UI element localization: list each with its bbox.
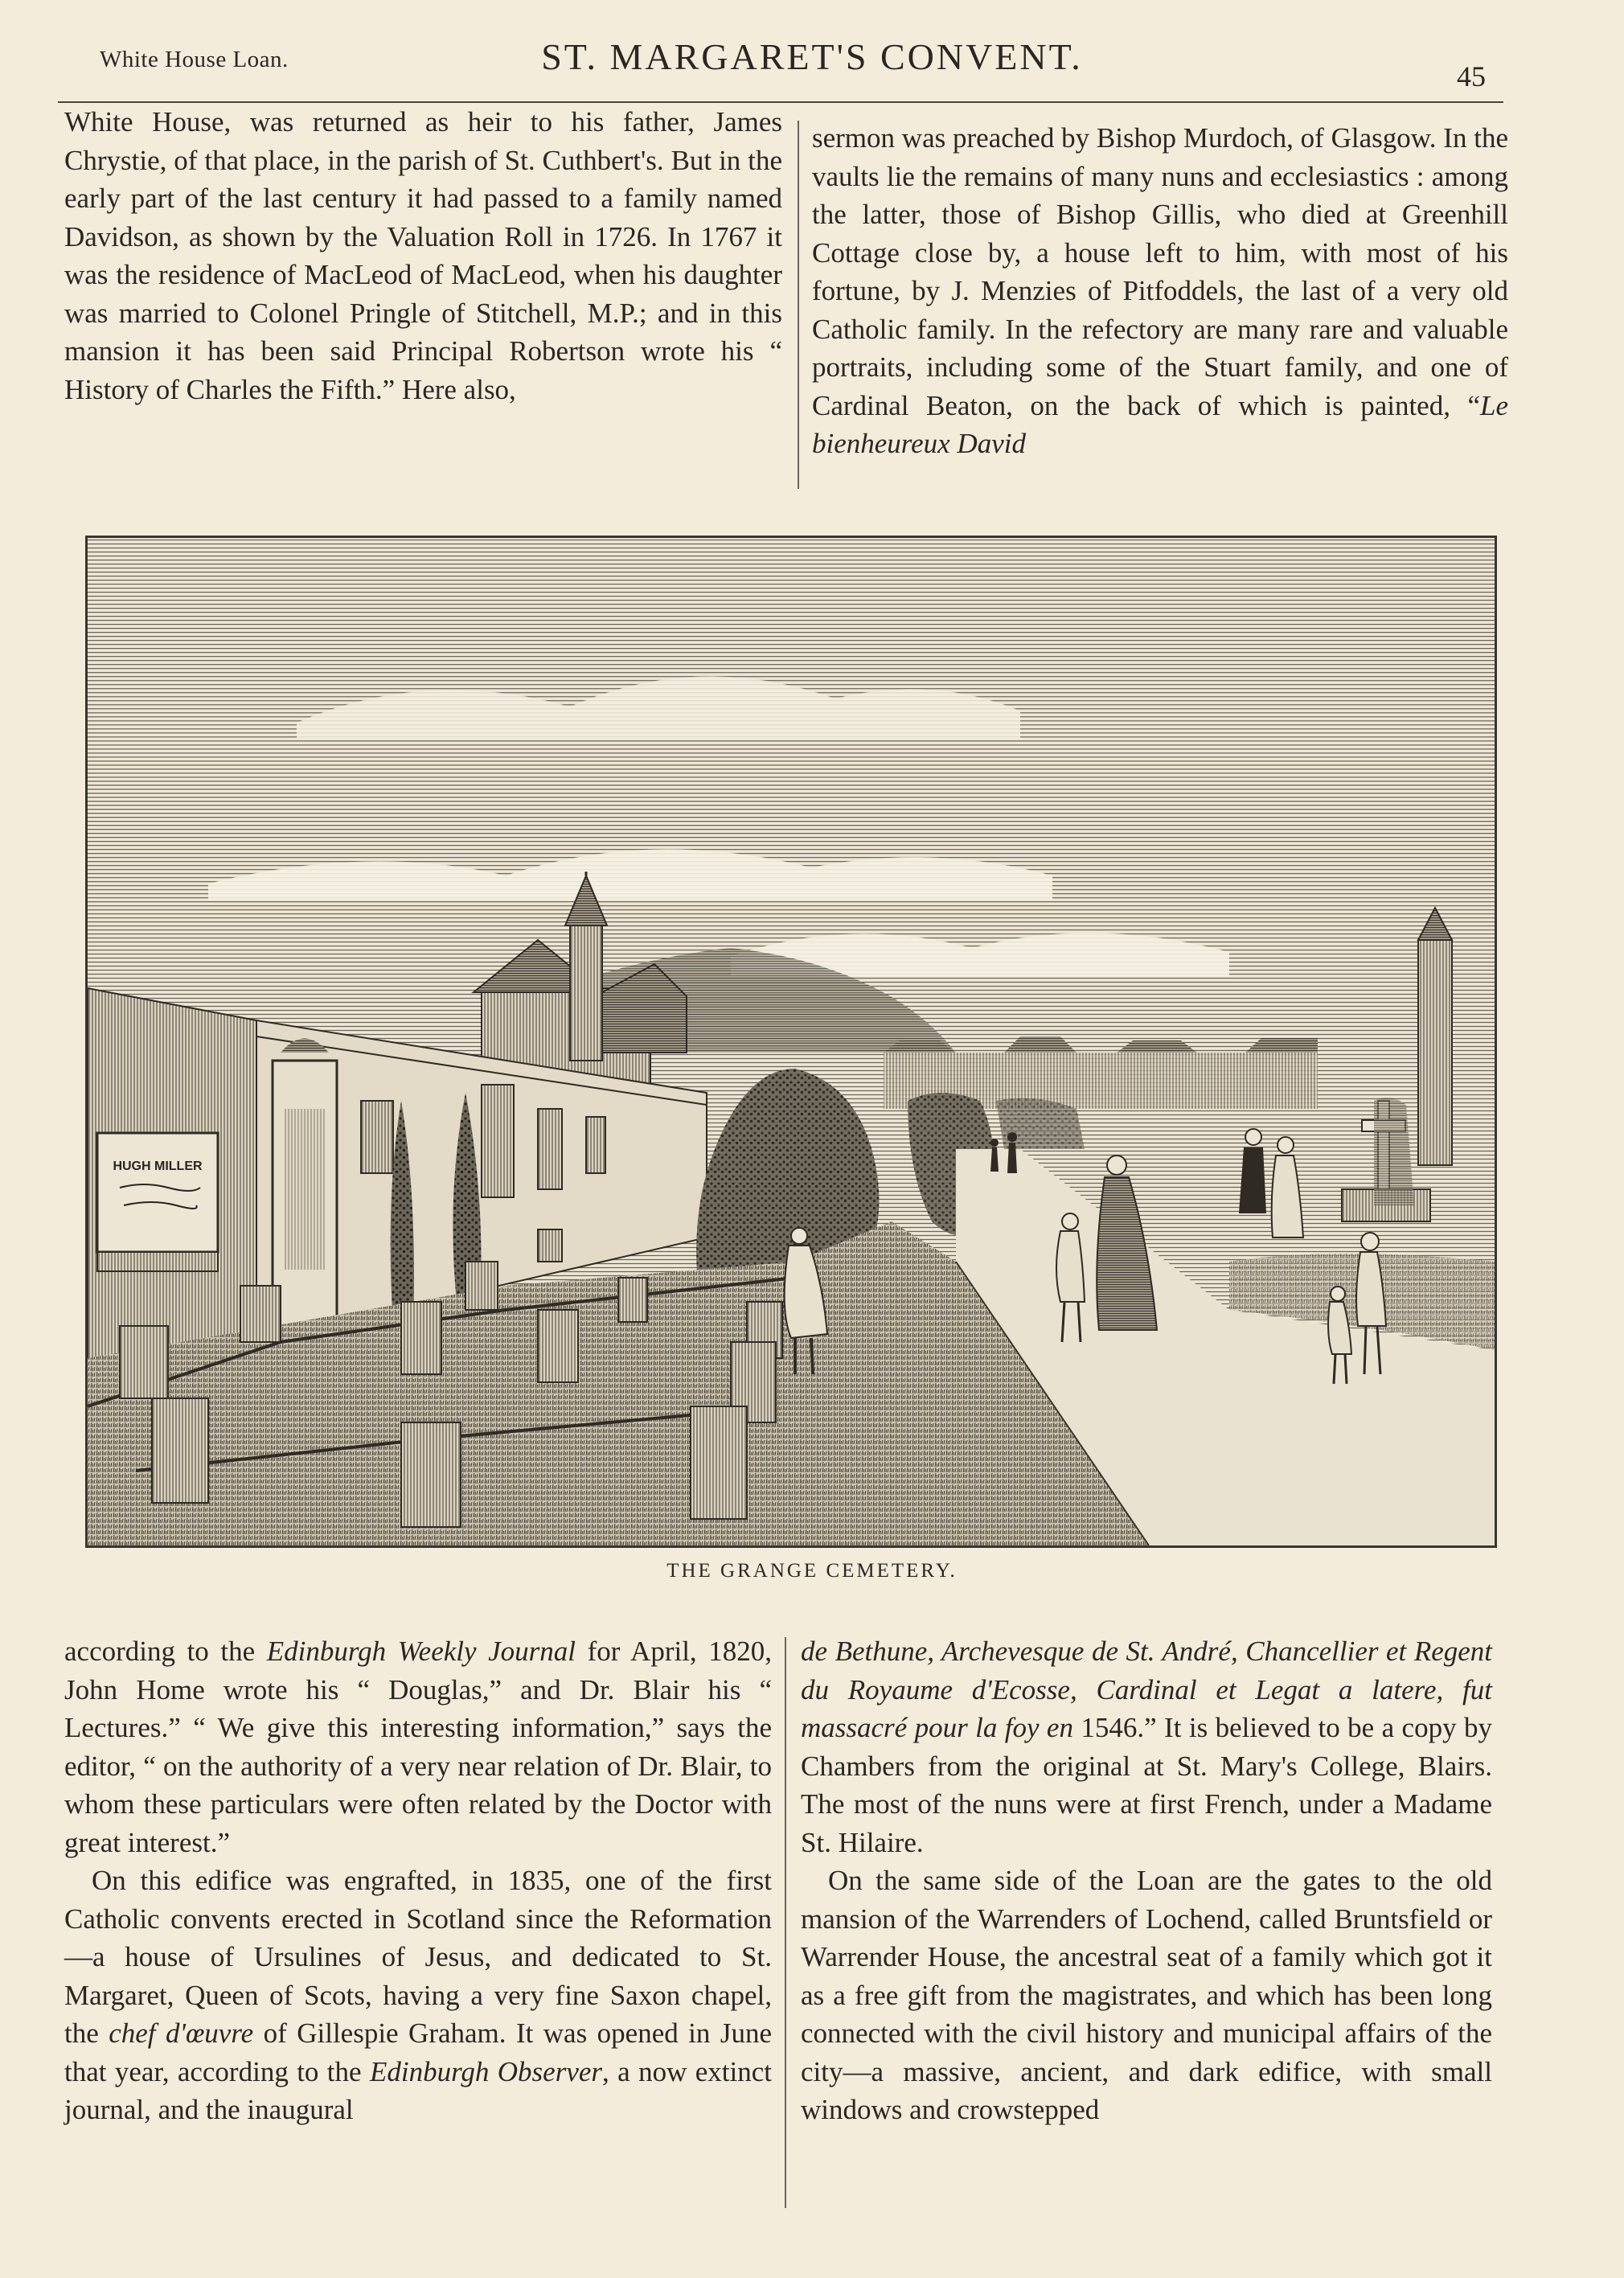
top-left-column [64, 103, 782, 408]
column-divider [785, 1637, 786, 2208]
hugh-miller-headstone [97, 1133, 218, 1271]
paragraph: On this edifice was engrafted, in 1835, one of the first Catholic convents erected in Scotland since the Reformation—a house of Ursulines of Jesus, and dedicated to St. Margaret, Queen of Scots, having a very fine Saxon chapel, the chef d'œuvre of Gillespie Graham. It was opened in June that year, according to the Edinburgh Observer, a now extinct journal, and the inaugural [64, 1865, 773, 2125]
running-head-left: White House Loan. [100, 47, 289, 72]
paragraph: sermon was preached by Bishop Murdoch, of Glasgow. In the vaults lie the remains of many nuns and ecclesiastics : among the latter, those of Bishop Gillis, who died at Greenhill Cottage close by, a house left to him, with most of his fortune, by J. Menzies of Pitfoddels, the last of a very old Catholic family. In the refectory are many rare and valuable portraits, including some of the Stuart family, and one of Cardinal Beaton, on the back of which is painted, “Le bienheureux David [812, 122, 1508, 459]
top-right-column [812, 119, 1508, 463]
paragraph: On the same side of the Loan are the gates to the old mansion of the Warrenders of Lochend, called Bruntsfield or Warrender House, the ancestral seat of a family which got it as a free gift from the magistrates, and which has been long connected with the civil history and municipal affairs of the city—a massive, ancient, and dark edifice, with small windows and crowstepped [801, 1865, 1492, 2125]
figure-caption: THE GRANGE CEMETERY. [666, 1560, 958, 1582]
running-head [0, 35, 1624, 108]
svg-text:HUGH MILLER: HUGH MILLER [113, 1160, 203, 1173]
bottom-left-column [64, 1632, 772, 2129]
column-divider [798, 121, 799, 489]
page-number: 45 [1457, 60, 1486, 92]
running-head-title: ST. MARGARET'S CONVENT. [541, 36, 1083, 77]
bottom-right-column [801, 1632, 1492, 2129]
engraving-figure [85, 536, 1497, 1548]
paragraph: White House, was returned as heir to his father, James Chrystie, of that place, in the parish of St. Cuthbert's. But in the early part of the last century it had passed to a family named Davidson, as shown by the Valuation Roll in 1726. In 1767 it was the residence of MacLeod of MacLeod, when his daughter was married to Colonel Pringle of Stitchell, M.P.; and in this mansion it has been said Principal Robertson wrote his “ History of Charles the Fifth.” Here also, [64, 106, 782, 405]
paragraph: according to the Edinburgh Weekly Journal for April, 1820, John Home wrote his “ Douglas,” and Dr. Blair his “ Lectures.” “ We give this interesting information,” says the editor, “ on the authority of a very near relation of Dr. Blair, to whom these particulars were often related by the Doctor with great interest.” [64, 1636, 772, 1858]
paragraph: de Bethune, Archevesque de St. André, Chancellier et Regent du Royaume d'Ecosse, Cardinal et Legat a latere, fut massacré pour la foy en 1546.” It is believed to be a copy by Chambers from the original at St. Mary's College, Blairs. The most of the nuns were at first French, under a Madame St. Hilaire. [801, 1636, 1492, 1858]
grange-cemetery-engraving [88, 538, 1495, 1545]
